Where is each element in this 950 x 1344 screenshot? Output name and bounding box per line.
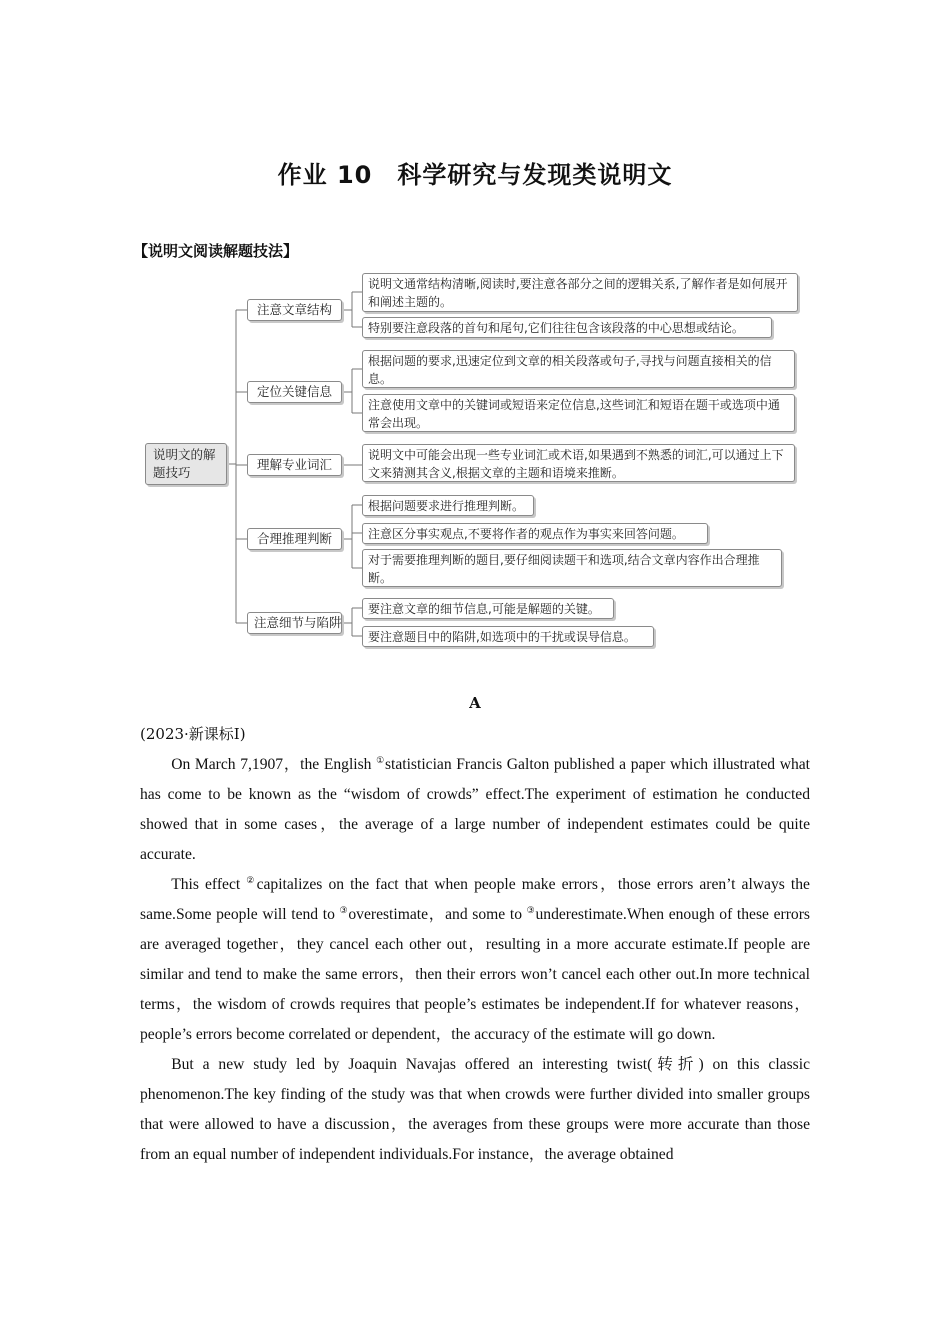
tip-details-2: 要注意题目中的陷阱,如选项中的干扰或误导信息。: [362, 626, 654, 647]
category-details-traps: 注意细节与陷阱: [247, 612, 342, 634]
passage-label: A: [469, 694, 481, 712]
paragraph-3: But a new study led by Joaquin Navajas offered an interesting twist(转折) on this classic phenomenon.The key finding of the study was that when crowds were further divided into smaller groups that were allowed to have a discussion，the averages from these groups were more accurate than those from an equal number of independent individuals.For instance，the average obtained: [140, 1056, 810, 1163]
tip-locate-1: 根据问题的要求,迅速定位到文章的相关段落或句子,寻找与问题直接相关的信息。: [362, 350, 795, 388]
category-structure: 注意文章结构: [247, 299, 342, 321]
section-heading: 【说明文阅读解题技法】: [133, 242, 299, 260]
category-inference: 合理推理判断: [247, 528, 342, 550]
footnote-marker-3a: ③: [339, 905, 349, 915]
footnote-marker-3b: ③: [526, 905, 536, 915]
paragraph-2-text-a: This effect: [171, 876, 247, 893]
mind-map-root: 说明文的解题技巧: [145, 443, 227, 485]
tip-inference-2: 注意区分事实观点,不要将作者的观点作为事实来回答问题。: [362, 523, 708, 544]
paragraph-1-text-a: On March 7,1907，the English: [171, 756, 377, 773]
tip-locate-2: 注意使用文章中的关键词或短语来定位信息,这些词汇和短语在题干或选项中通常会出现。: [362, 394, 795, 432]
tip-structure-2: 特别要注意段落的首句和尾句,它们往往包含该段落的中心思想或结论。: [362, 317, 772, 338]
passage-source: (2023·新课标Ⅰ): [140, 725, 246, 743]
tip-inference-3: 对于需要推理判断的题目,要仔细阅读题干和选项,结合文章内容作出合理推断。: [362, 549, 782, 587]
passage-body: [140, 750, 810, 1170]
tip-inference-1: 根据问题要求进行推理判断。: [362, 495, 534, 516]
paragraph-2-text-c: overestimate，and some to: [348, 906, 527, 923]
page-title: 作业 10 科学研究与发现类说明文: [277, 161, 673, 189]
paragraph-2-text-d: underestimate.When enough of these errors are averaged together，they cancel each other out，resulting in a more accurate estimate.If people are similar and tend to make the same errors，then their errors won’t cancel each other out.In more technical terms，the wisdom of crowds requires that people’s estimates be independent.If for whatever reasons，people’s errors become correlated or dependent，the accuracy of the estimate will go down.: [140, 906, 810, 1043]
paragraph-1: [140, 750, 810, 870]
tip-terminology-1: 说明文中可能会出现一些专业词汇或术语,如果遇到不熟悉的词汇,可以通过上下文来猜测其含义,根据文章的主题和语境来推断。: [362, 444, 795, 482]
category-terminology: 理解专业词汇: [247, 454, 342, 476]
tip-structure-1: 说明文通常结构清晰,阅读时,要注意各部分之间的逻辑关系,了解作者是如何展开和阐述主题的。: [362, 273, 798, 312]
paragraph-1-text-b: statistician Francis Galton published a paper which illustrated what has come to be known as the “wisdom of crowds” effect.The experiment of estimation he conducted showed that in some cases，the average of a large number of independent estimates could be quite accurate.: [140, 756, 811, 863]
footnote-marker-1: ①: [376, 755, 385, 765]
footnote-marker-2: ②: [246, 875, 257, 885]
paragraph-2: [140, 870, 810, 1050]
tip-details-1: 要注意文章的细节信息,可能是解题的关键。: [362, 598, 614, 619]
category-locate-info: 定位关键信息: [247, 381, 342, 403]
paragraph-2-text-b: capitalizes on the fact that when people make errors，those errors aren’t always the same.Some people will tend to: [140, 876, 810, 923]
